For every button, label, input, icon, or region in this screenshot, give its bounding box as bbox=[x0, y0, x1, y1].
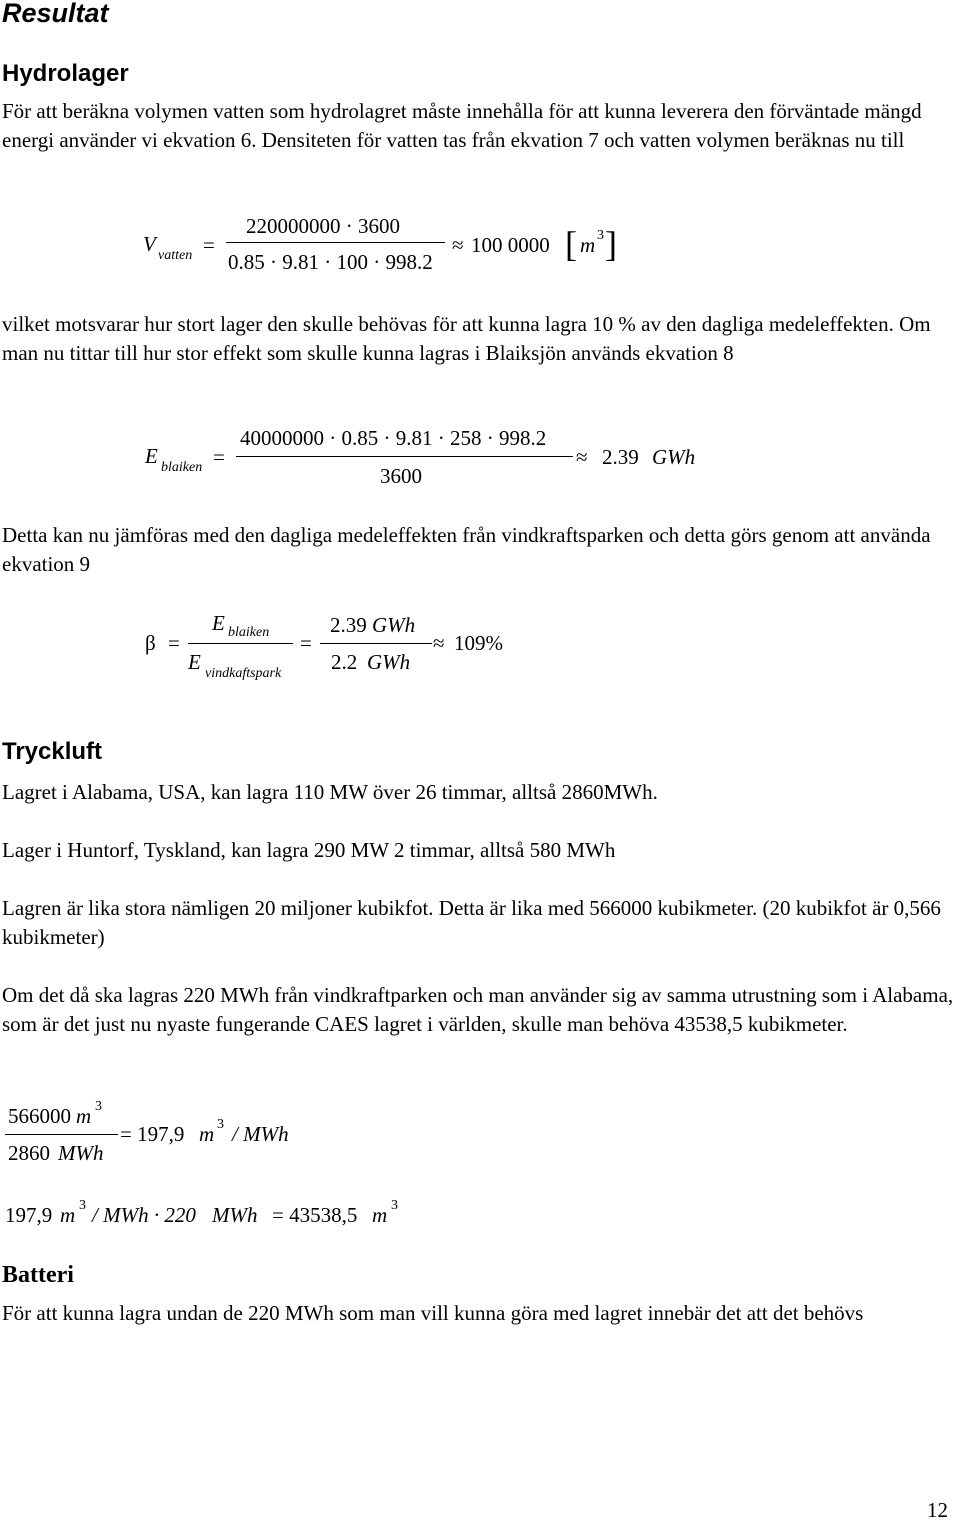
eq1-unit: m bbox=[580, 233, 596, 257]
eq2-lhs-sub: blaiken bbox=[161, 460, 203, 475]
eq3-num-sub: blaiken bbox=[228, 625, 270, 640]
eq5-b: / MWh · 220 bbox=[92, 1203, 196, 1227]
eq1-bracket-open: [ bbox=[565, 224, 577, 264]
eq3-equals-2: = bbox=[300, 631, 312, 655]
eq4-rhs-unit: m bbox=[199, 1122, 215, 1146]
eq2-unit: GWh bbox=[652, 445, 696, 469]
eq2-numerator: 40000000 · 0.85 · 9.81 · 258 · 998.2 bbox=[240, 426, 547, 450]
hydro-mid-paragraph: vilket motsvarar hur stort lager den skulle behövas för att kunna lagra 10 % av den dagliga medeleffekten. Om man nu tittar till hur stor effekt som skulle kunna lagras i Blaiksjön används ekvation 8 bbox=[2, 312, 931, 365]
tryck-paragraph-1: Lagret i Alabama, USA, kan lagra 110 MW över 26 timmar, alltså 2860MWh. bbox=[2, 780, 658, 804]
eq4-num-unit: m bbox=[76, 1104, 92, 1128]
eq3-num-e: E bbox=[212, 611, 225, 635]
eq3-den-sub: vindkaftspark bbox=[205, 666, 282, 681]
section-heading-hydrolager: Hydrolager bbox=[2, 60, 129, 87]
eq3-approx: ≈ bbox=[433, 631, 445, 655]
eq5-a-sup: 3 bbox=[79, 1198, 86, 1213]
eq3-equals: = bbox=[168, 631, 180, 655]
eq5-result: = 43538,5 bbox=[272, 1203, 358, 1227]
batt-paragraph-1: För att kunna lagra undan de 220 MWh som man vill kunna göra med lagret innebär det att det behövs bbox=[2, 1301, 864, 1325]
eq5-b-unit: MWh bbox=[212, 1203, 258, 1227]
eq4-numerator: 566000 bbox=[8, 1104, 71, 1128]
hydro-compare-paragraph: Detta kan nu jämföras med den dagliga medeleffekten från vindkraftsparken och detta görs genom att använda ekvation 9 bbox=[2, 523, 931, 576]
eq5-a: 197,9 bbox=[5, 1203, 53, 1227]
eq1-lhs-sub: vatten bbox=[158, 248, 193, 263]
eq1-equals: = bbox=[203, 233, 215, 257]
eq2-result: 2.39 bbox=[602, 445, 639, 469]
eq1-result: 100 0000 bbox=[471, 233, 550, 257]
eq3-num2: 2.39 bbox=[330, 613, 367, 637]
hydro-intro-paragraph: För att beräkna volymen vatten som hydrolagret måste innehålla för att kunna leverera den förväntade mängd energi använder vi ekvation 6. Densiteten för vatten tas från ekvation 7 och vatten volymen beräknas nu till bbox=[2, 99, 922, 152]
eq2-denominator: 3600 bbox=[380, 464, 422, 488]
page-number: 12 bbox=[927, 1498, 948, 1522]
eq3-fraction-bar-2 bbox=[320, 643, 432, 644]
eq4-rhs-sup: 3 bbox=[217, 1117, 224, 1132]
eq2-equals: = bbox=[213, 445, 225, 469]
eq2-approx: ≈ bbox=[576, 445, 588, 469]
eq4-num-sup: 3 bbox=[95, 1099, 102, 1114]
page-title: Resultat bbox=[2, 0, 109, 28]
eq5-c-sup: 3 bbox=[391, 1198, 398, 1213]
tryck-paragraph-4: Om det då ska lagras 220 MWh från vindkraftparken och man använder sig av samma utrustning som i Alabama, som är det just nu nyaste fungerande CAES lagret i världen, skulle man behöva 43538,5 kubikmeter. bbox=[2, 983, 954, 1036]
eq1-lhs: V bbox=[143, 232, 156, 256]
eq1-numerator: 220000000 · 3600 bbox=[246, 214, 400, 238]
eq4-rhs: = 197,9 bbox=[120, 1122, 185, 1146]
eq3-den2: 2.2 bbox=[331, 650, 358, 674]
section-heading-batteri: Batteri bbox=[2, 1262, 74, 1288]
eq3-result: 109% bbox=[454, 631, 503, 655]
eq1-denominator: 0.85 · 9.81 · 100 · 998.2 bbox=[228, 250, 433, 274]
eq4-denominator: 2860 bbox=[8, 1141, 50, 1165]
eq3-den-e: E bbox=[188, 650, 201, 674]
eq5-c-unit: m bbox=[372, 1203, 388, 1227]
eq4-den-unit: MWh bbox=[58, 1141, 104, 1165]
eq3-beta: β bbox=[145, 631, 156, 655]
tryck-paragraph-2: Lager i Huntorf, Tyskland, kan lagra 290 MW 2 timmar, alltså 580 MWh bbox=[2, 838, 616, 862]
eq3-num2-unit: GWh bbox=[372, 613, 416, 637]
tryck-paragraph-3: Lagren är lika stora nämligen 20 miljoner kubikfot. Detta är lika med 566000 kubikmeter. (20 kubikfot är 0,566 kubikmeter) bbox=[2, 896, 941, 949]
eq1-unit-sup: 3 bbox=[597, 228, 604, 243]
eq2-fraction-bar bbox=[236, 456, 573, 457]
eq1-fraction-bar bbox=[226, 242, 445, 243]
eq5-a-unit: m bbox=[60, 1203, 76, 1227]
eq3-fraction-bar-1 bbox=[188, 643, 293, 644]
eq2-lhs: E bbox=[145, 444, 158, 468]
eq1-bracket-close: ] bbox=[605, 224, 617, 264]
section-heading-tryckluft: Tryckluft bbox=[2, 738, 103, 765]
eq1-approx: ≈ bbox=[452, 233, 464, 257]
eq4-rhs-tail: / MWh bbox=[232, 1122, 289, 1146]
eq3-den2-unit: GWh bbox=[367, 650, 411, 674]
eq4-fraction-bar bbox=[5, 1134, 118, 1135]
